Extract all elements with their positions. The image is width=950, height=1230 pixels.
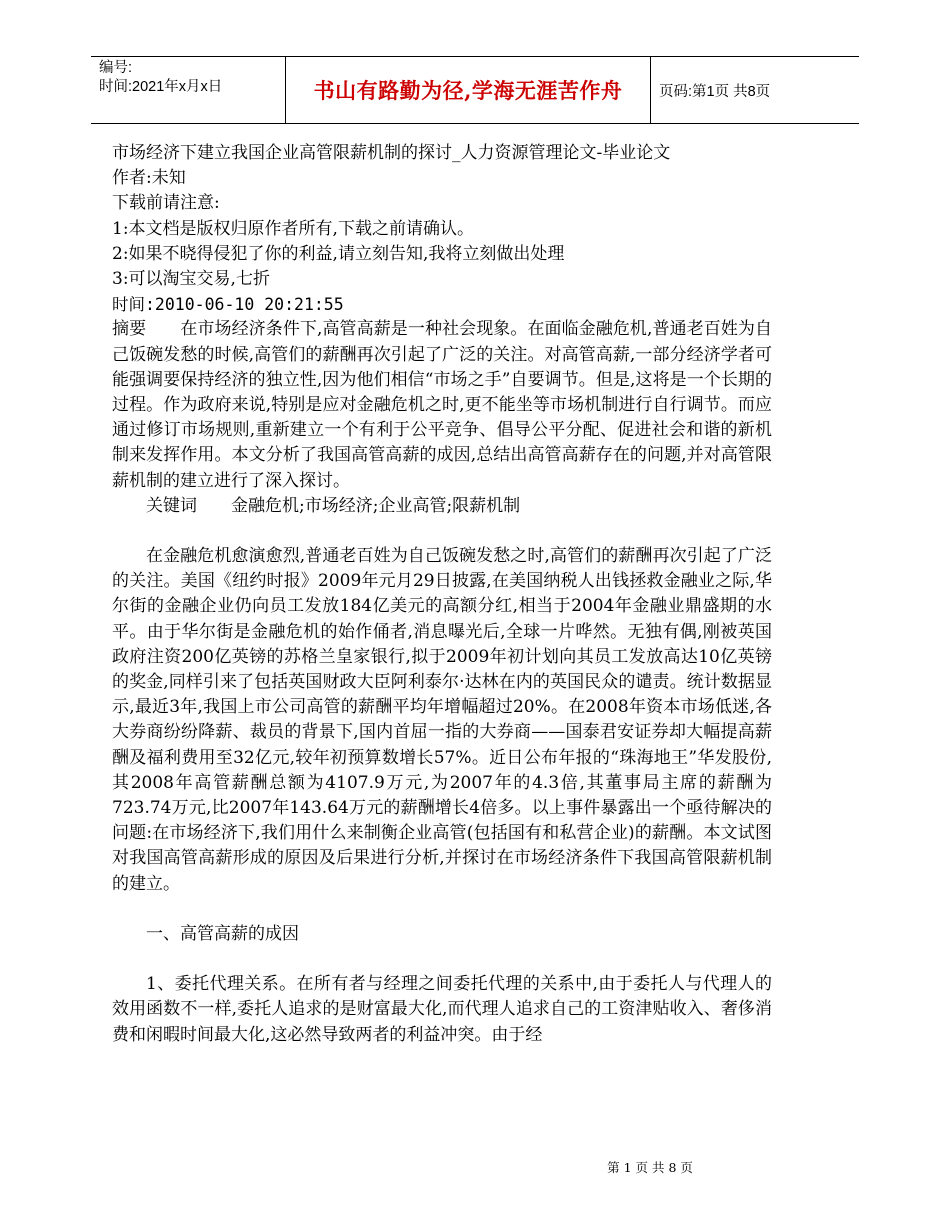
keywords: 关键词 金融危机;市场经济;企业高管;限薪机制 <box>146 495 521 516</box>
abstract: 摘要 在市场经济条件下,高管高薪是一种社会现象。在面临金融危机,普通老百姓为自己饭碗发愁的时候,高管们的薪酬再次引起了广泛的关注。对高管高薪,一部分经济学者可能强调要保持经济的独立性,因为他们相信“市场之手”自要调节。但是,这将是一个长期的过程。作为政府来说,特别是应对金融危机之时,更不能坐等市场机制进行自行调节。而应通过修订市场规则,重新建立一个有利于公平竞争、倡导公平分配、促进社会和谐的新机制来发挥作用。本文分析了我国高管高薪的成因,总结出高管高薪存在的问题,并对高管限薪机制的建立进行了深入探讨。 <box>112 319 772 491</box>
header-time-label: 时间:2021年x月x日 <box>99 79 223 95</box>
document-body <box>112 141 772 1048</box>
notice-item-3: 3:可以淘宝交易,七折 <box>112 269 270 290</box>
doc-timestamp: 时间:2010-06-10 20:21:55 <box>112 295 344 315</box>
spacer <box>112 897 772 922</box>
doc-author: 作者:未知 <box>112 168 186 189</box>
header-meta <box>91 57 285 123</box>
notice-item-1: 1:本文档是版权归原作者所有,下载之前请确认。 <box>112 218 474 239</box>
header-number-label: 编号: <box>99 60 133 76</box>
notice-item-2: 2:如果不晓得侵犯了你的利益,请立刻告知,我将立刻做出处理 <box>112 243 565 264</box>
body-paragraph-1: 在金融危机愈演愈烈,普通老百姓为自己饭碗发愁之时,高管们的薪酬再次引起了广泛的关注。美国《纽约时报》2009年元月29日披露,在美国纳税人出钱拯救金融业之际,华尔街的金融企业仍向员工发放184亿美元的高额分红,相当于2004年金融业鼎盛期的水平。由于华尔街是金融危机的始作俑者,消息曝光后,全球一片哗然。无独有偶,刚被英国政府注资200亿英镑的苏格兰皇家银行,拟于2009年初计划向其员工发放高达10亿英镑的奖金,同样引来了包括英国财政大臣阿利泰尔·达林在内的英国民众的谴责。统计数据显示,最近3年,我国上市公司高管的薪酬平均年增幅超过20%。在2008年资本市场低迷,各大券商纷纷降薪、裁员的背景下,国内首屈一指的大券商——国泰君安证券却大幅提高薪酬及福利费用至32亿元,较年初预算数增长57%。近日公布年报的“珠海地王”华发股份,其2008年高管薪酬总额为4107.9万元,为2007年的4.3倍,其董事局主席的薪酬为723.74万元,比2007年143.64万元的薪酬增长4倍多。以上事件暴露出一个亟待解决的问题:在市场经济下,我们用什么来制衡企业高管(包括国有和私营企业)的薪酬。本文试图对我国高管高薪形成的原因及后果进行分析,并探讨在市场经济条件下我国高管限薪机制的建立。 <box>112 546 772 894</box>
body-paragraph-2: 1、委托代理关系。在所有者与经理之间委托代理的关系中,由于委托人与代理人的效用函数不一样,委托人追求的是财富最大化,而代理人追求自己的工资津贴收入、奢侈消费和闲暇时间最大化,这必然导致两者的利益冲突。由于经 <box>112 974 772 1045</box>
page-header <box>91 56 859 124</box>
doc-title: 市场经济下建立我国企业高管限薪机制的探讨_人力资源管理论文-毕业论文 <box>112 143 671 163</box>
header-page-info: 页码:第1页 共8页 <box>659 83 771 100</box>
header-motto: 书山有路勤为径,学海无涯苦作舟 <box>285 57 651 123</box>
page-footer: 第 1 页 共 8 页 <box>607 1160 693 1175</box>
notice-heading: 下载前请注意: <box>112 193 220 214</box>
section-heading-1: 一、高管高薪的成因 <box>146 923 299 944</box>
spacer <box>112 947 772 972</box>
spacer <box>112 519 772 544</box>
